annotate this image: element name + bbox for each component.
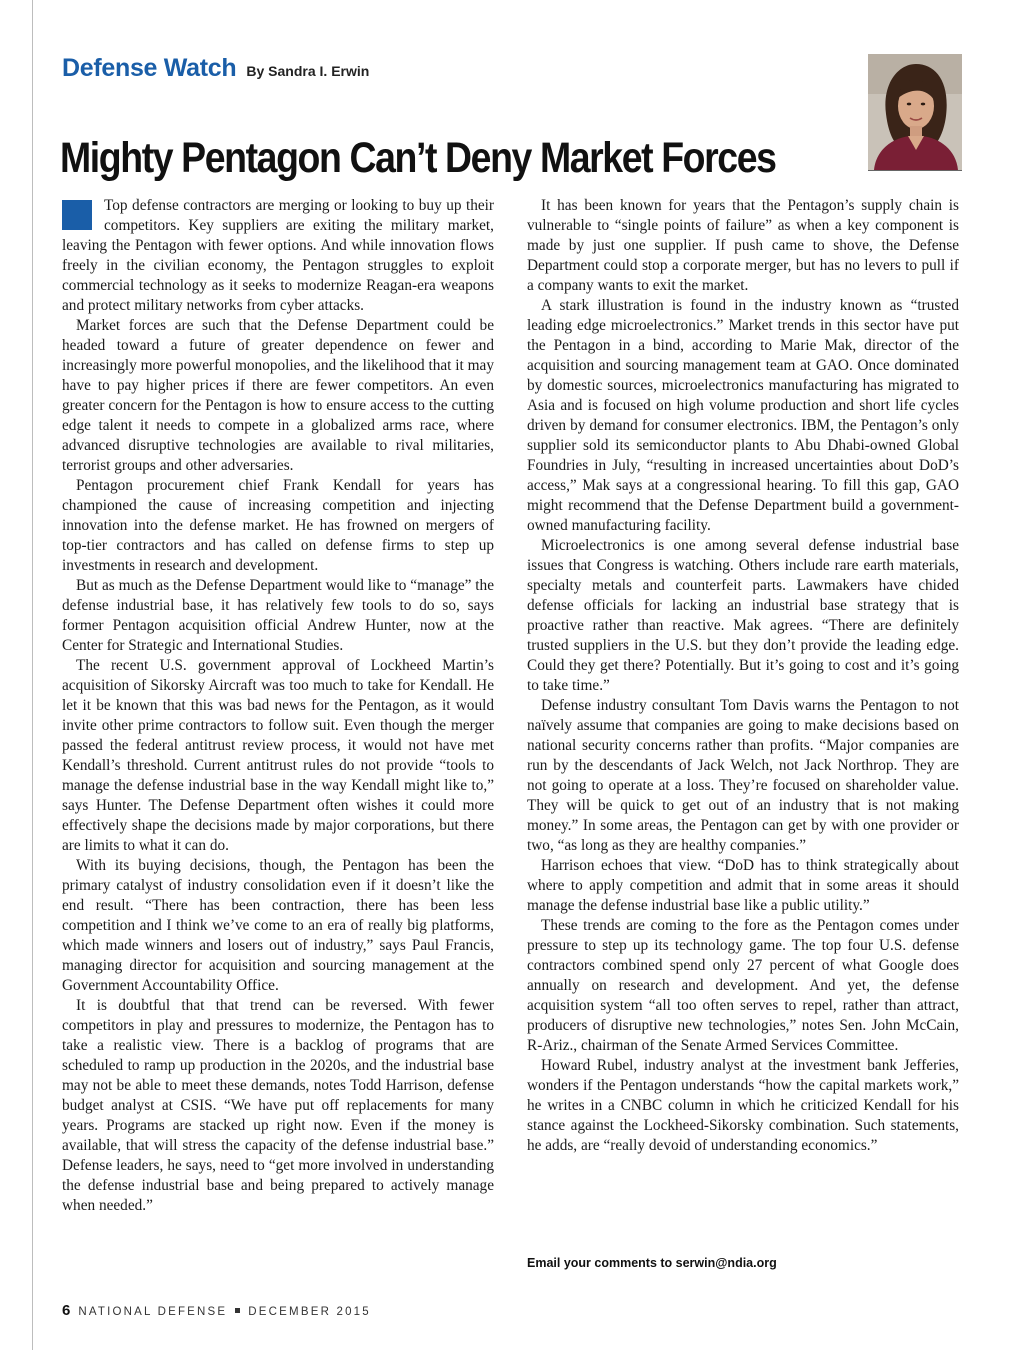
article-paragraph: But as much as the Defense Department would like to “manage” the defense industrial base, it has relatively few tools to do so, says former Pentagon acquisition official Andrew Hunter, now at the Center for Strategic and International Studies. <box>62 577 494 654</box>
column-header <box>62 54 369 88</box>
article-paragraph: Defense industry consultant Tom Davis warns the Pentagon to not naïvely assume that companies are going to make decisions based on national security concerns rather than profits. “Major companies are run by the descendants of Jack Welch, not Jack Northrop. They are not going to operate at a loss. They’re focused on shareholder value. They will be quick to get out of an industry that is not making money.” In some areas, the Pentagon can get by with one provider or two, “as long as they are healthy companies.” <box>527 697 959 854</box>
article-paragraph: Top defense contractors are merging or looking to buy up their competitors. Key suppliers are exiting the military market, leaving the Pentagon with fewer options. And while innovation flows freely in the civilian economy, the Pentagon struggles to exploit commercial technology as it seeks to modernize Reagan-era weapons and protect military networks from cyber attacks. <box>62 197 494 314</box>
article-paragraph: Howard Rubel, industry analyst at the investment bank Jefferies, wonders if the Pentagon understands “how the capital markets work,” he writes in a CNBC column in which he criticized Kendall for his stance against the Lockheed-Sikorsky combination. Such statements, he adds, are “really devoid of understanding economics.” <box>527 1057 959 1154</box>
publication-name: NATIONAL DEFENSE <box>78 1306 228 1318</box>
article-paragraph: It has been known for years that the Pentagon’s supply chain is vulnerable to “single points of failure” as when a key component is made by just one supplier. If push came to shove, the Defense Department could stop a corporate merger, but has no levers to pull if a company wants to exit the market. <box>527 197 959 294</box>
article-paragraph: It is doubtful that that trend can be reversed. With fewer competitors in play and pressures to modernize, the Pentagon has to take a realistic view. There is a backlog of programs that are scheduled to ramp up production in the 2020s, and the industrial base may not be able to meet these demands, notes Todd Harrison, defense budget analyst at CSIS. “We have put off replacements for many years. Programs are stacked up right now. Even if the money is available, that will stress the capacity of the defense industrial base.” Defense leaders, he says, need to “get more involved in understanding the defense industrial base and being prepared to actively manage when needed.” <box>62 997 494 1214</box>
article-paragraph: Market forces are such that the Defense Department could be headed toward a future of greater dependence on fewer and increasingly more powerful monopolies, and the likelihood that it may have to pay higher prices if there are fewer competitors. An even greater concern for the Pentagon is how to ensure access to the cutting edge talent it needs to compete in a globalized arms race, where advanced disruptive technologies are available to rival militaries, terrorist groups and other adversaries. <box>62 317 494 474</box>
section-title: Defense Watch <box>62 54 237 82</box>
page-number: 6 <box>62 1302 71 1319</box>
article-paragraph: With its buying decisions, though, the Pentagon has been the primary catalyst of industry consolidation even if it doesn’t like the end result. “There has been contraction, there has been less competition and I think we’ve come to an era of really big platforms, which made winners and losers out of industry,” says Paul Francis, managing director for acquisition and sourcing management at the Government Accountability Office. <box>62 857 494 994</box>
article-paragraph: A stark illustration is found in the industry known as “trusted leading edge microelectronics.” Market trends in this sector have put the Pentagon in a bind, according to Marie Mak, director of the acquisition and sourcing management team at GAO. Once dominated by domestic sources, microelectronics manufacturing has migrated to Asia and is focused on high volume production and short life cycles driven by demand for consumer electronics. IBM, the Pentagon’s only supplier sold its semiconductor plants to Abu Dhabi-owned Global Foundries in July, “resulting in increased uncertainties about DoD’s access,” Mak says at a congressional hearing. To fill this gap, GAO might recommend that the Defense Department build a government-owned manufacturing facility. <box>527 297 959 534</box>
email-comments-note: Email your comments to serwin@ndia.org <box>527 1256 777 1270</box>
page-footer <box>62 1302 371 1319</box>
article-paragraph: Microelectronics is one among several defense industrial base issues that Congress is watching. Others include rare earth materials, specialty metals and counterfeit parts. Lawmakers have chided defense officials for lacking an industrial base strategy that is proactive rather than reactive. Mak agrees. “There are definitely trusted suppliers in the U.S. but they don’t provide the leading edge. Could they get there? Potentially. But it’s going to cost and it’s going to take time.” <box>527 537 959 694</box>
byline: By Sandra I. Erwin <box>246 63 370 79</box>
article-paragraph: Harrison echoes that view. “DoD has to think strategically about where to apply competition and admit that in some areas it should manage the defense industrial base like a public utility.” <box>527 857 959 914</box>
square-marker-icon <box>62 200 92 230</box>
article-column-left <box>62 196 494 1216</box>
square-separator-icon <box>235 1308 240 1313</box>
author-photo <box>868 54 962 171</box>
article-paragraph: Pentagon procurement chief Frank Kendall for years has championed the cause of increasing competition and injecting innovation into the defense market. He has frowned on mergers of top-tier contractors and has called on defense firms to step up investments in research and development. <box>62 477 494 574</box>
article-column-right <box>527 196 959 1156</box>
page-edge-rule <box>32 0 33 1350</box>
article-paragraph: These trends are coming to the fore as the Pentagon comes under pressure to step up its technology game. The top four U.S. defense contractors combined spend only 27 percent of what Google does annually on research and development. And yet, the defense acquisition system “all too often serves to repel, rather than attract, producers of disruptive new technologies,” notes Sen. John McCain, R-Ariz., chairman of the Senate Armed Services Committee. <box>527 917 959 1054</box>
issue-date: DECEMBER 2015 <box>248 1306 371 1318</box>
article-paragraph: The recent U.S. government approval of Lockheed Martin’s acquisition of Sikorsky Aircraft was too much to take for Kendall. He let it be known that this was bad news for the Pentagon, as it would invite other prime contractors to follow suit. Even though the merger passed the federal antitrust review process, it would not have met Kendall’s threshold. Current antitrust rules do not provide “tools to manage the defense industrial base in the way Kendall might like to,” says Hunter. The Defense Department often wishes it could more effectively shape the decisions made by major corporations, but there are limits to what it can do. <box>62 657 494 854</box>
article-headline: Mighty Pentagon Can’t Deny Market Forces <box>60 134 776 182</box>
